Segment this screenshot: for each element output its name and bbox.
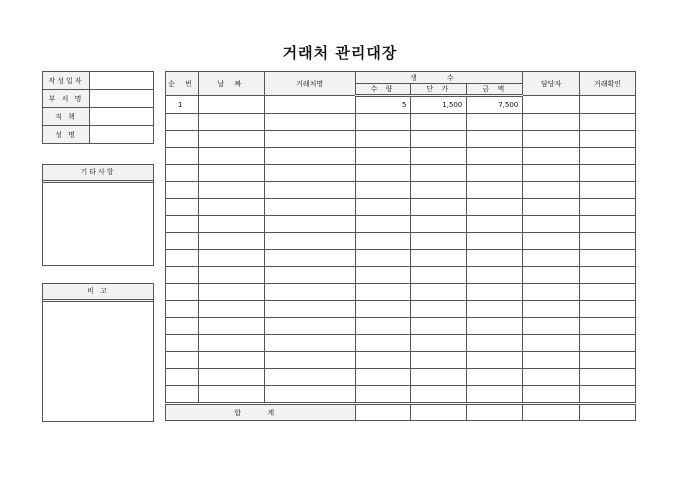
cell-no[interactable]: [166, 148, 199, 165]
cell-no[interactable]: 1: [166, 96, 199, 114]
cell-confirm[interactable]: [580, 386, 636, 404]
cell-qty[interactable]: [355, 250, 411, 267]
cell-qty[interactable]: [355, 318, 411, 335]
cell-unit-price[interactable]: [411, 267, 467, 284]
table-row: [166, 301, 636, 318]
cell-manager[interactable]: [523, 182, 580, 199]
other-notes-header: 기타사항: [43, 165, 153, 183]
header-client: 거래처명: [264, 72, 355, 96]
cell-client[interactable]: [264, 182, 355, 199]
cell-no[interactable]: [166, 267, 199, 284]
cell-date[interactable]: [198, 165, 264, 182]
client-ledger-table: [165, 71, 636, 421]
cell-client[interactable]: [264, 199, 355, 216]
remarks-box: [42, 283, 154, 422]
cell-amount[interactable]: [467, 250, 523, 267]
cell-no[interactable]: [166, 114, 199, 131]
table-row: [166, 114, 636, 131]
cell-confirm[interactable]: [580, 267, 636, 284]
cell-manager[interactable]: [523, 284, 580, 301]
total-qty[interactable]: [355, 404, 411, 421]
cell-date[interactable]: [198, 96, 264, 114]
cell-date[interactable]: [198, 301, 264, 318]
cell-unit-price[interactable]: [411, 216, 467, 233]
cell-qty[interactable]: [355, 148, 411, 165]
cell-qty[interactable]: [355, 216, 411, 233]
cell-amount[interactable]: [467, 216, 523, 233]
cell-date[interactable]: [198, 131, 264, 148]
cell-date[interactable]: [198, 267, 264, 284]
table-row: [166, 96, 636, 114]
cell-amount[interactable]: [467, 114, 523, 131]
header-no: 순 번: [166, 72, 199, 96]
cell-date[interactable]: [198, 386, 264, 404]
cell-amount[interactable]: [467, 199, 523, 216]
cell-qty[interactable]: [355, 386, 411, 404]
cell-client[interactable]: [264, 131, 355, 148]
header-unit-price: 단 가: [411, 84, 467, 96]
cell-qty[interactable]: [355, 267, 411, 284]
cell-no[interactable]: [166, 216, 199, 233]
cell-manager[interactable]: [523, 318, 580, 335]
cell-no[interactable]: [166, 352, 199, 369]
date-field[interactable]: [90, 72, 154, 90]
table-row: [166, 216, 636, 233]
cell-qty[interactable]: [355, 131, 411, 148]
cell-unit-price[interactable]: [411, 386, 467, 404]
cell-manager[interactable]: [523, 131, 580, 148]
cell-client[interactable]: [264, 318, 355, 335]
cell-manager[interactable]: [523, 96, 580, 114]
table-row: [166, 148, 636, 165]
cell-manager[interactable]: [523, 267, 580, 284]
cell-qty[interactable]: [355, 165, 411, 182]
cell-client[interactable]: [264, 250, 355, 267]
cell-unit-price[interactable]: [411, 148, 467, 165]
cell-amount[interactable]: [467, 131, 523, 148]
cell-amount[interactable]: [467, 165, 523, 182]
cell-manager[interactable]: [523, 335, 580, 352]
cell-amount[interactable]: [467, 369, 523, 386]
cell-confirm[interactable]: [580, 335, 636, 352]
total-confirm[interactable]: [580, 404, 636, 421]
cell-confirm[interactable]: [580, 148, 636, 165]
position-label: 직 책: [43, 108, 90, 126]
total-unit-price[interactable]: [411, 404, 467, 421]
name-field[interactable]: [90, 126, 154, 144]
cell-amount[interactable]: [467, 318, 523, 335]
author-info-table: [42, 71, 154, 144]
cell-unit-price[interactable]: [411, 250, 467, 267]
header-production: 생 수: [355, 72, 523, 84]
cell-unit-price[interactable]: [411, 165, 467, 182]
header-amount: 금 액: [467, 84, 523, 96]
cell-qty[interactable]: [355, 233, 411, 250]
cell-client[interactable]: [264, 352, 355, 369]
cell-manager[interactable]: [523, 199, 580, 216]
cell-confirm[interactable]: [580, 233, 636, 250]
dept-field[interactable]: [90, 90, 154, 108]
cell-no[interactable]: [166, 335, 199, 352]
cell-amount[interactable]: 7,500: [467, 96, 523, 114]
cell-date[interactable]: [198, 335, 264, 352]
table-row: [166, 131, 636, 148]
cell-client[interactable]: [264, 284, 355, 301]
cell-amount[interactable]: [467, 148, 523, 165]
cell-no[interactable]: [166, 182, 199, 199]
cell-client[interactable]: [264, 233, 355, 250]
cell-no[interactable]: [166, 301, 199, 318]
total-amount[interactable]: [467, 404, 523, 421]
cell-amount[interactable]: [467, 267, 523, 284]
cell-unit-price[interactable]: [411, 114, 467, 131]
cell-manager[interactable]: [523, 148, 580, 165]
cell-qty[interactable]: [355, 369, 411, 386]
cell-confirm[interactable]: [580, 352, 636, 369]
cell-confirm[interactable]: [580, 96, 636, 114]
cell-confirm[interactable]: [580, 301, 636, 318]
table-row: [166, 386, 636, 404]
cell-no[interactable]: [166, 369, 199, 386]
table-row: [166, 318, 636, 335]
cell-no[interactable]: [166, 199, 199, 216]
cell-client[interactable]: [264, 216, 355, 233]
cell-qty[interactable]: [355, 182, 411, 199]
header-qty: 수 량: [355, 84, 411, 96]
cell-manager[interactable]: [523, 369, 580, 386]
dept-label: 부 서 명: [43, 90, 90, 108]
other-notes-box: [42, 164, 154, 266]
cell-manager[interactable]: [523, 386, 580, 404]
table-row: [166, 199, 636, 216]
cell-client[interactable]: [264, 301, 355, 318]
cell-manager[interactable]: [523, 233, 580, 250]
total-label: 합 계: [166, 404, 356, 421]
cell-unit-price[interactable]: [411, 199, 467, 216]
cell-qty[interactable]: [355, 352, 411, 369]
cell-amount[interactable]: [467, 233, 523, 250]
cell-unit-price[interactable]: [411, 301, 467, 318]
cell-date[interactable]: [198, 233, 264, 250]
cell-client[interactable]: [264, 267, 355, 284]
cell-date[interactable]: [198, 199, 264, 216]
cell-confirm[interactable]: [580, 165, 636, 182]
cell-date[interactable]: [198, 114, 264, 131]
cell-unit-price[interactable]: [411, 369, 467, 386]
cell-amount[interactable]: [467, 284, 523, 301]
cell-no[interactable]: [166, 250, 199, 267]
cell-unit-price[interactable]: [411, 233, 467, 250]
cell-qty[interactable]: [355, 335, 411, 352]
remarks-header: 비 고: [43, 284, 153, 302]
name-label: 성 명: [43, 126, 90, 144]
header-confirm: 거래확인: [580, 72, 636, 96]
cell-confirm[interactable]: [580, 369, 636, 386]
cell-confirm[interactable]: [580, 182, 636, 199]
cell-manager[interactable]: [523, 216, 580, 233]
cell-date[interactable]: [198, 318, 264, 335]
cell-unit-price[interactable]: [411, 318, 467, 335]
header-manager: 담당자: [523, 72, 580, 96]
cell-unit-price[interactable]: 1,500: [411, 96, 467, 114]
cell-manager[interactable]: [523, 250, 580, 267]
table-row: [166, 233, 636, 250]
cell-client[interactable]: [264, 369, 355, 386]
cell-date[interactable]: [198, 216, 264, 233]
cell-qty[interactable]: [355, 284, 411, 301]
cell-confirm[interactable]: [580, 199, 636, 216]
cell-unit-price[interactable]: [411, 352, 467, 369]
cell-confirm[interactable]: [580, 114, 636, 131]
cell-qty[interactable]: 5: [355, 96, 411, 114]
cell-manager[interactable]: [523, 352, 580, 369]
cell-confirm[interactable]: [580, 284, 636, 301]
cell-amount[interactable]: [467, 301, 523, 318]
cell-no[interactable]: [166, 165, 199, 182]
table-row: [166, 165, 636, 182]
cell-no[interactable]: [166, 284, 199, 301]
cell-client[interactable]: [264, 114, 355, 131]
cell-manager[interactable]: [523, 301, 580, 318]
cell-no[interactable]: [166, 386, 199, 404]
cell-client[interactable]: [264, 165, 355, 182]
cell-qty[interactable]: [355, 114, 411, 131]
table-row: [166, 182, 636, 199]
cell-no[interactable]: [166, 318, 199, 335]
cell-date[interactable]: [198, 284, 264, 301]
cell-date[interactable]: [198, 182, 264, 199]
cell-unit-price[interactable]: [411, 182, 467, 199]
position-field[interactable]: [90, 108, 154, 126]
cell-date[interactable]: [198, 369, 264, 386]
table-row: [166, 284, 636, 301]
cell-client[interactable]: [264, 96, 355, 114]
cell-amount[interactable]: [467, 335, 523, 352]
table-row: [166, 352, 636, 369]
table-row: [166, 369, 636, 386]
cell-amount[interactable]: [467, 182, 523, 199]
table-row: [166, 250, 636, 267]
cell-manager[interactable]: [523, 165, 580, 182]
cell-amount[interactable]: [467, 352, 523, 369]
cell-unit-price[interactable]: [411, 335, 467, 352]
header-date: 날 짜: [198, 72, 264, 96]
cell-confirm[interactable]: [580, 250, 636, 267]
cell-unit-price[interactable]: [411, 131, 467, 148]
cell-date[interactable]: [198, 148, 264, 165]
table-row: [166, 267, 636, 284]
cell-no[interactable]: [166, 131, 199, 148]
cell-client[interactable]: [264, 148, 355, 165]
cell-date[interactable]: [198, 250, 264, 267]
cell-client[interactable]: [264, 335, 355, 352]
cell-client[interactable]: [264, 386, 355, 404]
total-manager[interactable]: [523, 404, 580, 421]
cell-confirm[interactable]: [580, 318, 636, 335]
cell-qty[interactable]: [355, 301, 411, 318]
page-title: 거래처 관리대장: [282, 44, 398, 62]
cell-unit-price[interactable]: [411, 284, 467, 301]
cell-confirm[interactable]: [580, 131, 636, 148]
cell-qty[interactable]: [355, 199, 411, 216]
cell-amount[interactable]: [467, 386, 523, 404]
date-label: 작성일자: [43, 72, 90, 90]
cell-date[interactable]: [198, 352, 264, 369]
cell-manager[interactable]: [523, 114, 580, 131]
cell-no[interactable]: [166, 233, 199, 250]
table-row: [166, 335, 636, 352]
cell-confirm[interactable]: [580, 216, 636, 233]
